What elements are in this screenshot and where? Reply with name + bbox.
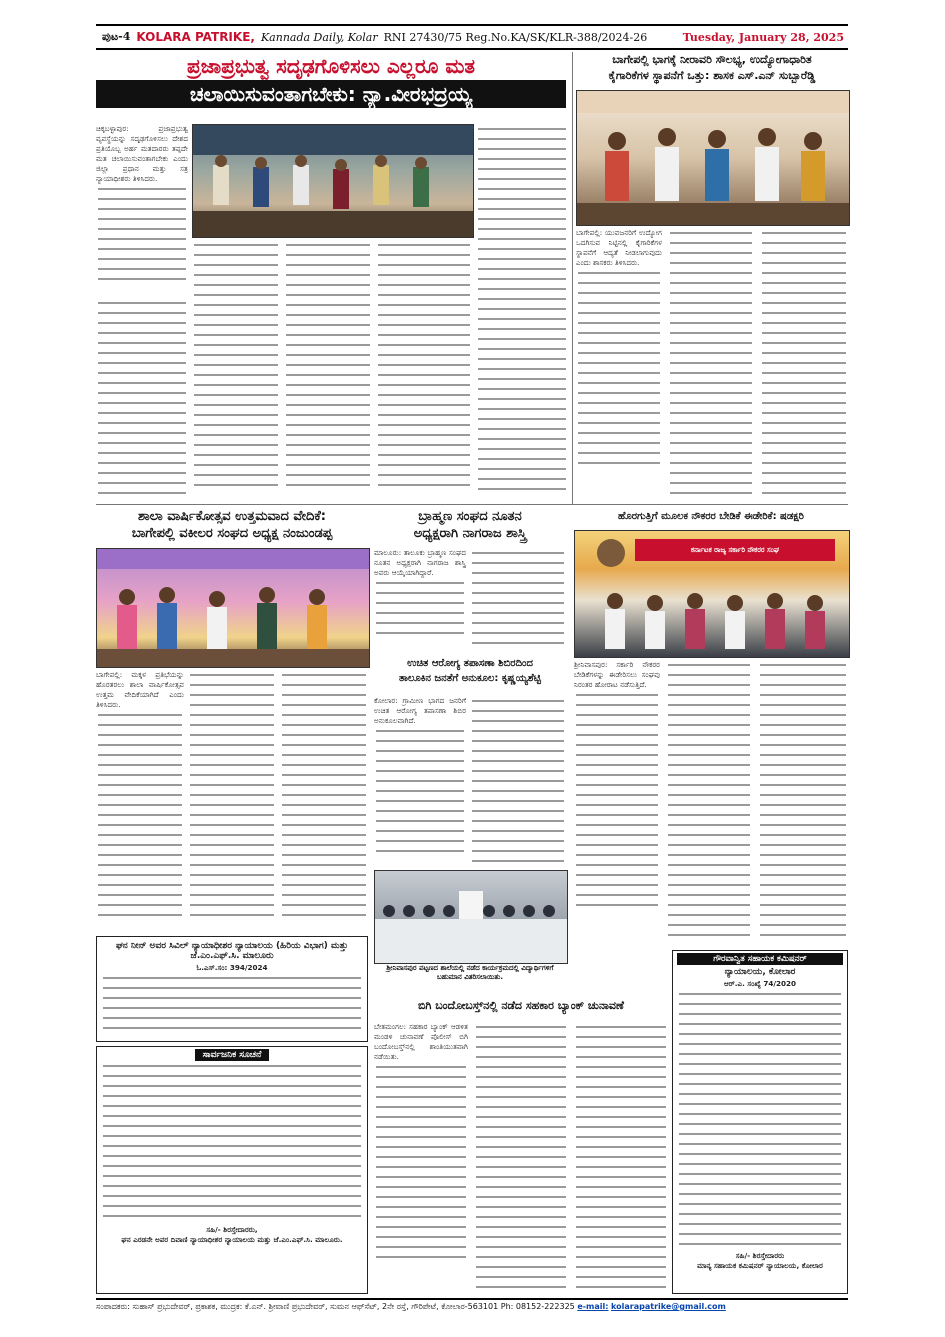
people-photo-icon [193,125,473,237]
stage-photo-icon [97,549,369,667]
court-notice-right [672,950,848,1294]
headline-line-1: ಶಾಲಾ ವಾರ್ಷಿಕೋತ್ಸವ ಉತ್ತಮವಾದ ವೇದಿಕೆ: [137,509,326,524]
issue-date: Tuesday, January 28, 2025 [682,30,844,44]
newspaper-subtitle: Kannada Daily, Kolar [260,30,378,44]
article-2-lead: ಬಾಗೇಪಲ್ಲಿ: ಯುವಜನರಿಗೆ ಉದ್ಯೋಗ ಒದಗಿಸುವ ನಿಟ್ಟಿನಲ್ಲಿ ಕೈಗಾರಿಕೆಗಳ ಸ್ಥಾಪನೆಗೆ ಆದ್ಯತೆ ನೀಡಲಾಗುವುದು ಎಂದು ಶಾಸಕರು ತಿಳಿಸಿದರು. [576,228,662,267]
court-notice-title-2: ನ್ಯಾಯಾಲಯ, ಕೋಲಾರ [724,967,796,977]
article-2-body-col-2 [668,228,754,500]
event-banner: ಕರ್ನಾಟಕ ರಾಜ್ಯ ಸರ್ಕಾರಿ ನೌಕರರ ಸಂಘ [635,539,835,561]
article-5-body-col-3 [758,660,848,946]
newspaper-name: KOLARA PATRIKE, [136,30,255,44]
article-3-body-col-3 [280,670,368,930]
article-1-lead: ಚಿಕ್ಕಬಳ್ಳಾಪುರ: ಪ್ರಜಾಪ್ರಭುತ್ವ ವ್ಯವಸ್ಥೆಯನ್ನು ಸದೃಢಗೊಳಿಸಲು ದೇಶದ ಪ್ರತಿಯೊಬ್ಬ ಅರ್ಹ ಮತದಾರರು ತಪ್ಪದೇ ಮತ ಚಲಾಯಿಸುವಂತಾಗಬೇಕು ಎಂದು ಜಿಲ್ಲಾ ಪ್ರಧಾನ ಮತ್ತು ಸತ್ರ ನ್ಯಾಯಾಧೀಶರು ತಿಳಿಸಿದರು. [96,124,188,183]
newspaper-page [96,24,848,1314]
article-6-lead: ಕೋಲಾರ: ಗ್ರಾಮೀಣ ಭಾಗದ ಜನರಿಗೆ ಉಚಿತ ಆರೋಗ್ಯ ತಪಾಸಣಾ ಶಿಬಿರ ಅನುಕೂಲವಾಗಿದೆ. [374,696,466,725]
award-photo-icon [575,531,849,657]
article-4-headline [374,508,566,544]
article-7-headline [374,996,668,1018]
headline-text: ಬಿಗಿ ಬಂದೋಬಸ್ತ್‌ನಲ್ಲಿ ನಡೆದ ಸಹಕಾರ ಬ್ಯಾಂಕ್ ಚುನಾವಣೆ [418,999,624,1012]
article-1-body-col-3 [284,240,372,500]
headline-line-2: ಚಲಾಯಿಸುವಂತಾಗಬೇಕು: ನ್ಯಾ.ವೀರಭದ್ರಯ್ಯ [96,80,566,108]
headline-line-2: ಬಾಗೇಪಲ್ಲಿ ವಕೀಲರ ಸಂಘದ ಅಧ್ಯಕ್ಷ ನಂಜುಂಡಪ್ಪ [131,526,333,541]
article-2-body-col-3 [760,228,848,500]
article-5-headline [574,508,848,528]
article-5-lead: ಶ್ರೀನಿವಾಸಪುರ: ಸರ್ಕಾರಿ ನೌಕರರ ಬೇಡಿಕೆಗಳನ್ನು ಈಡೇರಿಸಲು ಸಂಘವು ನಿರಂತರ ಹೋರಾಟ ನಡೆಸುತ್ತಿದೆ. [574,660,660,689]
public-notice [96,1046,368,1294]
court-case-number: ಓ.ಎಸ್.ಸಂ: 394/2024 [196,963,268,972]
article-6-headline [374,656,566,692]
footer-imprint [96,1298,848,1314]
public-notice-signature: ಸಹಿ/- ಶಿರಸ್ತೇದಾರರು, [206,1225,258,1234]
article-5-photo [574,530,850,658]
headline-line-1: ಪ್ರಜಾಪ್ರಭುತ್ವ ಸದೃಢಗೊಳಿಸಲು ಎಲ್ಲರೂ ಮತ [187,54,475,78]
article-3-photo [96,548,370,668]
article-3-headline [96,508,368,544]
article-7-lead: ಬೇತಮಂಗಲ: ಸಹಕಾರ ಬ್ಯಾಂಕ್ ಆಡಳಿತ ಮಂಡಳಿ ಚುನಾವಣೆ ಪೊಲೀಸ್ ಬಿಗಿ ಬಂದೋಬಸ್ತ್‌ನಲ್ಲಿ ಶಾಂತಿಯುತವಾಗಿ ನಡೆಯಿತು. [374,1022,468,1061]
article-4-body-col-1 [374,548,466,652]
article-4-lead: ಮಾಲೂರು: ತಾಲೂಕು ಬ್ರಾಹ್ಮಣ ಸಂಘದ ನೂತನ ಅಧ್ಯಕ್ಷರಾಗಿ ನಾಗರಾಜ ಶಾಸ್ತ್ರಿ ಅವರು ಆಯ್ಕೆಯಾಗಿದ್ದಾರೆ. [374,548,466,577]
footer-email-label: e-mail: [577,1302,609,1311]
article-7-body-col-3 [574,1022,668,1294]
footer-email[interactable]: kolarapatrike@gmail.com [611,1302,726,1311]
article-1-headline [96,52,566,118]
court-case-number: ಆರ್.ಎ. ಸಂಖ್ಯೆ 74/2020 [723,979,797,988]
article-1-body-col-1b [96,298,188,500]
article-1-photo [192,124,474,238]
headline-line-1: ಉಚಿತ ಆರೋಗ್ಯ ತಪಾಸಣಾ ಶಿಬಿರದಿಂದ [407,658,533,669]
article-4-body-col-2 [470,548,566,652]
footer-text: ಸಂಪಾದಕರು: ಸುಹಾಸ್ ಪ್ರಭುದೇವರ್, ಪ್ರಕಾಶಕ, ಮುದ್ರಕ: ಕೆ.ಎನ್. ಶ್ರೀವಾಣಿ ಪ್ರಭುದೇವರ್, ಸುಮನ ಆಫ್‌ಸೆಟ್, 2ನೇ ರಸ್ತೆ, ಗೌರಿಪೇಟೆ, ಕೋಲಾರ-563101 Ph: 08152-222325 [96,1302,575,1311]
article-7-body-col-1 [374,1022,468,1294]
headline-line-2: ತಾಲೂಕಿನ ಜನತೆಗೆ ಅನುಕೂಲ: ಕೃಷ್ಣಯ್ಯಶೆಟ್ಟಿ [399,673,541,684]
students-photo-icon [375,871,567,963]
article-3-lead: ಬಾಗೇಪಲ್ಲಿ: ಮಕ್ಕಳ ಪ್ರತಿಭೆಯನ್ನು ಹೊರತರಲು ಶಾಲಾ ವಾರ್ಷಿಕೋತ್ಸವ ಉತ್ತಮ ವೇದಿಕೆಯಾಗಿದೆ ಎಂದು ತಿಳಿಸಿದರು. [96,670,184,709]
headline-line-1: ಬ್ರಾಹ್ಮಣ ಸಂಘದ ನೂತನ [418,509,522,524]
people-photo-icon [577,91,849,225]
article-5-body-col-2 [666,660,752,946]
article-2-headline [576,52,848,86]
article-1-body-col-2 [192,240,280,500]
article-2-body-col-1 [576,228,662,500]
article-3-body-col-2 [188,670,276,930]
article-2-photo [576,90,850,226]
column-divider [572,52,573,504]
court-notice-title: ಘನ ನೀನ್ ಅವರ ಸಿವಿಲ್ ನ್ಯಾಯಾಧೀಶರ ನ್ಯಾಯಾಲಯ (ಹಿರಿಯ ವಿಭಾಗ) ಮತ್ತು ಜೆ.ಎಂ.ಎಫ್.ಸಿ. ಮಾಲೂರು [116,941,348,961]
headline-line-2: ಕೈಗಾರಿಕೆಗಳ ಸ್ಥಾಪನೆಗೆ ಒತ್ತು: ಶಾಸಕ ಎಸ್.ಎನ್ ಸುಬ್ಬಾರೆಡ್ಡಿ [608,69,816,82]
article-3-body-col-1 [96,670,184,930]
headline-text: ಹೊರಗುತ್ತಿಗೆ ಮೂಲಕ ನೌಕರರ ಬೇಡಿಕೆ ಈಡೇರಿಕೆ: ಷಡಕ್ಷರಿ [618,511,804,522]
court-notice-left [96,936,368,1042]
masthead [96,24,848,50]
public-notice-title: ಸಾರ್ವಜನಿಕ ಸೂಚನೆ [195,1049,270,1061]
page-number: ಪುಟ-4 [102,30,131,43]
article-1-body-col-1 [96,124,188,294]
court-notice-signature: ಸಹಿ/- ಶಿರಸ್ತೇದಾರರು [735,1251,785,1260]
article-6-body-col-1 [374,696,466,866]
public-notice-authority: ಘನ ಎರಡನೇ ಅಪರ ದಿವಾಣಿ ನ್ಯಾಯಾಧೀಶರ ನ್ಯಾಯಾಲಯ ಮತ್ತು ಜೆ.ಎಂ.ಎಫ್.ಸಿ. ಮಾಲೂರು. [121,1235,343,1244]
article-5-body-col-1 [574,660,660,946]
article-1-body-col-4 [376,240,472,500]
court-notice-title-1: ಗೌರವಾನ್ವಿತ ಸಹಾಯಕ ಕಮಿಷನರ್ [677,953,843,965]
article-1-body-col-5 [476,124,568,500]
article-6-body-col-2 [470,696,566,866]
headline-line-1: ಬಾಗೇಪಲ್ಲಿ ಭಾಗಕ್ಕೆ ನೀರಾವರಿ ಸೌಲಭ್ಯ, ಉದ್ಯೋಗಾಧಾರಿತ [612,53,812,66]
article-6-photo-caption: ಶ್ರೀನಿವಾಸಪುರ ಪಟ್ಟಣದ ಶಾಲೆಯಲ್ಲಿ ನಡೆದ ಕಾರ್ಯಕ್ರಮದಲ್ಲಿ ವಿದ್ಯಾರ್ಥಿಗಳಿಗೆ ಬಹುಮಾನ ವಿತರಿಸಲಾಯಿತು. [386,964,554,981]
article-7-body-col-2 [474,1022,568,1294]
article-6-photo [374,870,568,964]
court-notice-authority: ಮಾನ್ಯ ಸಹಾಯಕ ಕಮಿಷನರ್ ನ್ಯಾಯಾಲಯ, ಕೋಲಾರ [697,1261,823,1270]
section-divider [96,504,848,505]
headline-line-2: ಅಧ್ಯಕ್ಷರಾಗಿ ನಾಗರಾಜ ಶಾಸ್ತ್ರಿ [413,526,527,541]
registration-number: RNI 27430/75 Reg.No.KA/SK/KLR-388/2024-26 [383,30,648,44]
